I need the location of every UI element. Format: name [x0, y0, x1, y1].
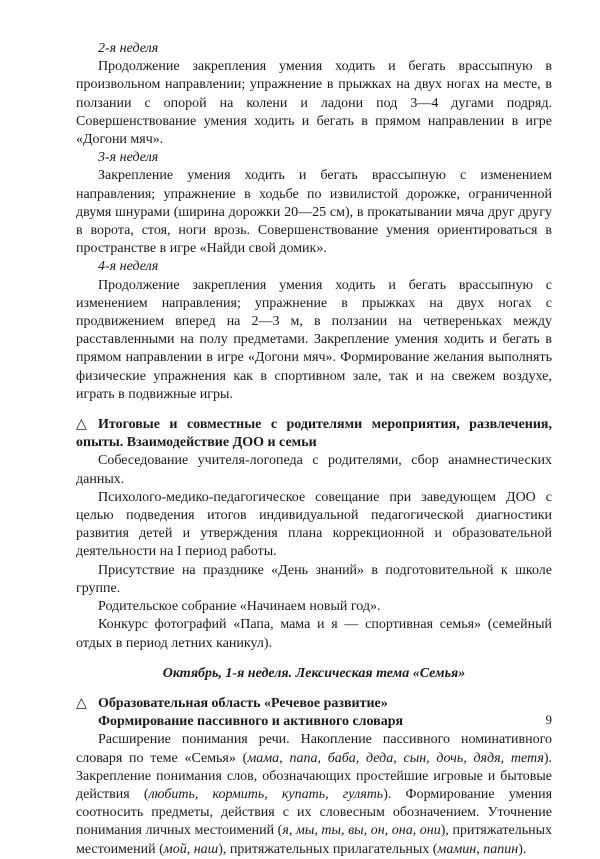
text-span: ), притяжательных прилагательных ( — [218, 841, 438, 857]
october-week-title: Октябрь, 1-я неделя. Лексическая тема «Семья» — [162, 665, 466, 681]
events-item: Присутствие на празднике «День знаний» в подготовительной к школе группе. — [76, 562, 552, 596]
text-span: ). Формирование умения соотносить предметы, действия с их словесным обозначением. Уточнение понимания личных местоимений ( — [76, 786, 553, 839]
speech-heading-1: Образовательная область «Речевое развитие» — [98, 695, 388, 711]
text-span: ). — [518, 841, 527, 857]
week-3-text: Закрепление умения ходить и бегать врассыпную с изменением направления; упражнение в ходьбе по извилистой дорожке, ограниченной двумя шнурами (ширина дорожки 20—25 см), в прокатывании мяча друг другу в ворота, стоя, ноги врозь. Совершенствование умения ориентироваться в пространстве в игре «Найди свой домик». — [76, 168, 552, 257]
italic-words: мамин, папин — [437, 841, 519, 857]
italic-words: мама, папа, баба, деда, сын, дочь, дядя, тетя — [247, 750, 544, 766]
week-2-heading: 2-я неделя — [98, 41, 159, 56]
italic-words: любить, кормить, купать, гулять — [148, 786, 384, 802]
events-item: Собеседование учителя-логопеда с родителями, сбор анамнестических данных. — [76, 453, 552, 487]
events-section-heading — [76, 416, 552, 452]
speech-section-heading — [76, 695, 552, 713]
italic-words: мой, наш — [163, 841, 219, 857]
events-heading-text: Итоговые и совместные с родителями мероприятия, развлечения, опыты. Взаимодействие ДОО и семьи — [76, 417, 552, 451]
italic-words: я, мы, ты, вы, он, она, они — [282, 823, 441, 839]
events-item: Конкурс фотографий «Папа, мама и я — спортивная семья» (семейный отдых в период летних каникул). — [76, 617, 552, 651]
page-number: 9 — [545, 712, 552, 727]
triangle-icon: △ — [76, 695, 87, 711]
triangle-icon: △ — [76, 417, 87, 433]
speech-text — [76, 731, 552, 858]
text-span: ), притяжательных местоимений ( — [76, 823, 552, 857]
events-item: Психолого-медико-педагогическое совещание при заведующем ДОО с целью подведения итогов индивидуальной педагогической диагностики развития детей и утверждения плана коррекционной и образовательной деятельности на I период работы. — [76, 489, 552, 560]
text-span: ). Закрепление понимания слов, обозначающих простейшие игровые и бытовые действия ( — [76, 750, 553, 802]
events-item: Родительское собрание «Начинаем новый год». — [98, 599, 381, 615]
week-3-heading: 3-я неделя — [98, 150, 159, 166]
week-2-text: Продолжение закрепления умения ходить и бегать врассыпную в произвольном направлении; упражнение в прыжках на двух ногах на месте, в ползании с опорой на колени и ладони под 3—4 дугами подряд. Совершенствование умения ходить и бегать в прямом направлении в игре «Догони мяч». — [76, 59, 552, 148]
week-4-text: Продолжение закрепления умения ходить и бегать врассыпную с изменением направления; упражнение в прыжках на двух ногах с продвижением вперед на 2—3 м, в ползании на четвереньках между расставленными на полу предметами. Закрепление умения ходить и бегать в прямом направлении в игре «Догони мяч». Формирование желания выполнять физические упражнения как в спортивном зале, так и на свежем воздухе, играть в подвижные игры. — [76, 277, 552, 402]
speech-subheading: Формирование пассивного и активного словаря — [98, 714, 404, 730]
text-span: Расширение понимания речи. Накопление пассивного номинативного словаря по теме «Семья» ( — [76, 732, 552, 766]
week-4-heading: 4-я неделя — [98, 259, 159, 275]
